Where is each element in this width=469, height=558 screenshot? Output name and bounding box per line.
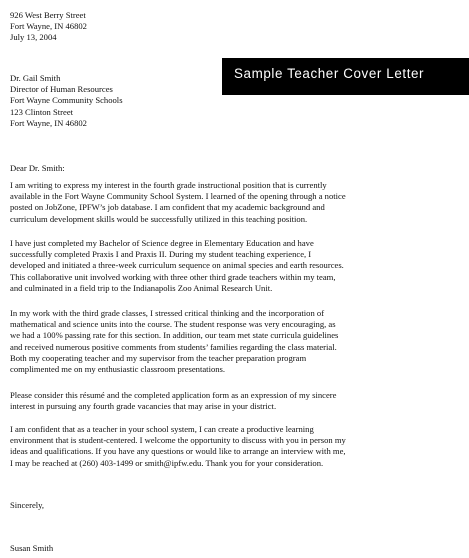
recipient-street: 123 Clinton Street <box>10 106 74 117</box>
paragraph-line: I am writing to express my interest in the fourth grade instructional position that is currently <box>10 180 327 190</box>
signature-name: Susan Smith <box>10 543 54 553</box>
paragraph-line: I am confident that as a teacher in your school system, I can create a productive learning <box>10 424 314 434</box>
paragraph-line: we had a 100% passing rate for this section. In addition, our team met state curricula guidelines <box>10 330 339 341</box>
paragraph-line: successfully completed Praxis I and Praxis II. During my student teaching experience, I <box>10 249 312 260</box>
paragraph-line: interest in pursuing any fourth grade vacancies that may arise in your district. <box>10 401 277 412</box>
body-paragraph-1 <box>10 180 462 225</box>
paragraph-line: I may be reached at (260) 403-1499 or smith@ipfw.edu. Thank you for your consideration. <box>10 457 324 468</box>
paragraph-line: available in the Fort Wayne Community School System. I learned of the opening through a notice <box>10 191 346 202</box>
body-paragraph-4 <box>10 390 462 412</box>
paragraph-line: Please consider this résumé and the completed application form as an expression of my sincere <box>10 390 337 400</box>
sender-address <box>10 10 87 44</box>
recipient-address <box>10 73 123 129</box>
body-paragraph-3 <box>10 308 462 375</box>
title-banner <box>222 58 469 95</box>
letter-date: July 13, 2004 <box>10 32 57 43</box>
paragraph-line: mathematical and science units into the course. The student response was very encouraging, as <box>10 319 336 330</box>
recipient-title: Director of Human Resources <box>10 84 113 95</box>
paragraph-line: posted on JobZone, IPFW’s job database. I am confident that my academic background and <box>10 202 325 213</box>
paragraph-line: complimented me on my enthusiastic classroom presentations. <box>10 364 226 375</box>
body-paragraph-5 <box>10 424 462 469</box>
paragraph-line: developed and initiated a three-week curriculum sequence on animal species and earth resources. <box>10 260 344 271</box>
paragraph-line: I have just completed my Bachelor of Science degree in Elementary Education and have <box>10 238 314 248</box>
sender-street: 926 West Berry Street <box>10 10 86 20</box>
paragraph-line: and received numerous positive comments from students’ families regarding the class material. <box>10 341 337 352</box>
recipient-organization: Fort Wayne Community Schools <box>10 95 123 106</box>
recipient-city: Fort Wayne, IN 46802 <box>10 117 87 128</box>
banner-title: Sample Teacher Cover Letter <box>234 66 425 81</box>
body-paragraph-2 <box>10 238 462 294</box>
recipient-name: Dr. Gail Smith <box>10 73 61 83</box>
paragraph-line: In my work with the third grade classes, I stressed critical thinking and the incorporation of <box>10 308 325 318</box>
paragraph-line: ideas and qualifications. If you have any questions or would like to arrange an interview with me, <box>10 446 346 457</box>
sender-city: Fort Wayne, IN 46802 <box>10 21 87 32</box>
paragraph-line: environment that is student-centered. I welcome the opportunity to discuss with you in person my <box>10 435 346 446</box>
paragraph-line: This collaborative unit involved working with three other third grade teachers within my team, <box>10 271 336 282</box>
paragraph-line: Both my cooperating teacher and my supervisor from the teacher preparation program <box>10 352 307 363</box>
paragraph-line: and culminated in a field trip to the Indianapolis Zoo Animal Research Unit. <box>10 282 273 293</box>
salutation: Dear Dr. Smith: <box>10 163 65 173</box>
closing: Sincerely, <box>10 500 45 510</box>
paragraph-line: curriculum development skills would be successfully utilized in this teaching position. <box>10 213 308 224</box>
